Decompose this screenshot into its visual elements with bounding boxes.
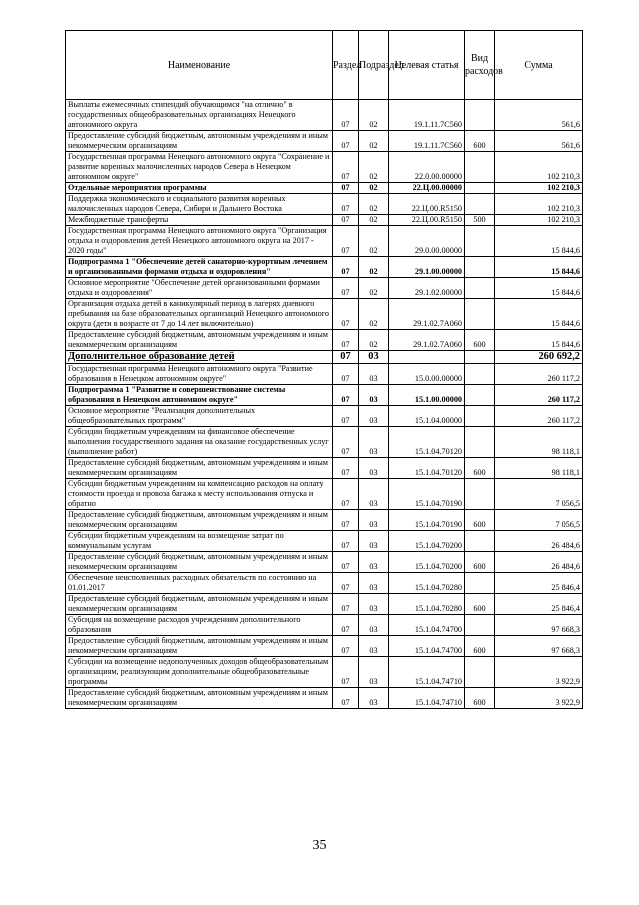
row-subsection: 03 [359,385,389,406]
row-sum: 25 846,4 [495,594,583,615]
row-section: 07 [333,531,359,552]
table-row [66,131,583,152]
table-row [66,330,583,351]
row-section: 07 [333,226,359,257]
table-row [66,531,583,552]
table-row [66,573,583,594]
header-name: Наименование [66,31,333,100]
row-subsection: 03 [359,510,389,531]
row-sum: 97 668,3 [495,615,583,636]
row-subsection: 03 [359,406,389,427]
row-sum: 25 846,4 [495,573,583,594]
row-name: Подпрограмма 1 "Развитие и совершенствование системы образования в Ненецком автономном округе" [66,385,333,406]
table-row [66,406,583,427]
row-sum: 260 117,2 [495,406,583,427]
row-expense-type [465,479,495,510]
row-expense-type [465,406,495,427]
row-name: Обеспечение неисполненных расходных обязательств по состоянию на 01.01.2017 [66,573,333,594]
table-row [66,152,583,183]
row-target: 15.1.04.74710 [389,688,465,709]
table-row [66,100,583,131]
row-expense-type: 600 [465,552,495,573]
row-subsection: 02 [359,226,389,257]
row-subsection: 03 [359,479,389,510]
row-sum: 97 668,3 [495,636,583,657]
row-sum: 3 922,9 [495,657,583,688]
header-expense-type: Вид расходов [465,31,495,100]
table-row [66,257,583,278]
page-number: 35 [312,838,327,853]
row-target: 22.Ц.00.R5150 [389,215,465,226]
row-section: 07 [333,458,359,479]
row-name: Предоставление субсидий бюджетным, автономным учреждениям и иным некоммерческим организациям [66,510,333,531]
table-row [66,299,583,330]
row-expense-type [465,351,495,364]
row-name: Субсидии бюджетным учреждениям на компенсацию расходов на оплату стоимости проезда и провоза багажа к месту использования отпуска и обратно [66,479,333,510]
table-row [66,351,583,364]
table-row [66,427,583,458]
row-name: Основное мероприятие "Обеспечение детей организованными формами отдыха и оздоровления" [66,278,333,299]
header-target: Целевая статья [389,31,465,100]
row-subsection: 03 [359,636,389,657]
row-sum: 15 844,6 [495,257,583,278]
row-target: 22.Ц.00.R5150 [389,194,465,215]
row-name: Предоставление субсидий бюджетным, автономным учреждениям и иным некоммерческим организациям [66,688,333,709]
row-section: 07 [333,385,359,406]
row-section: 07 [333,152,359,183]
row-expense-type [465,194,495,215]
row-expense-type [465,385,495,406]
row-expense-type [465,364,495,385]
header-sum: Сумма [495,31,583,100]
header-section: Раздел [333,31,359,100]
row-sum: 26 484,6 [495,531,583,552]
row-target: 15.1.04.70280 [389,594,465,615]
row-name: Предоставление субсидий бюджетным, автономным учреждениям и иным некоммерческим организациям [66,552,333,573]
row-target: 15.1.04.70120 [389,427,465,458]
row-subsection: 02 [359,194,389,215]
budget-table [65,30,583,709]
row-expense-type: 600 [465,688,495,709]
row-expense-type [465,183,495,194]
row-name: Подпрограмма 1 "Обеспечение детей санаторно-курортным лечением и организованными формами отдыха и оздоровления" [66,257,333,278]
row-subsection: 03 [359,688,389,709]
row-name: Основное мероприятие "Реализация дополнительных общеобразовательных программ" [66,406,333,427]
row-name: Предоставление субсидий бюджетным, автономным учреждениям и иным некоммерческим организациям [66,594,333,615]
table-row [66,278,583,299]
row-name: Поддержка экономического и социального развития коренных малочисленных народов Севера, Сибири и Дальнего Востока [66,194,333,215]
table-row [66,510,583,531]
row-subsection: 02 [359,100,389,131]
row-sum: 15 844,6 [495,299,583,330]
row-sum: 3 922,9 [495,688,583,709]
row-expense-type: 600 [465,636,495,657]
table-row [66,552,583,573]
row-section: 07 [333,552,359,573]
row-target: 15.1.04.70200 [389,552,465,573]
row-section: 07 [333,657,359,688]
row-name: Субсидии бюджетным учреждениям на финансовое обеспечение выполнения государственного задания на оказание государственных услуг (выполнение работ) [66,427,333,458]
row-section: 07 [333,479,359,510]
row-name: Предоставление субсидий бюджетным, автономным учреждениям и иным некоммерческим организациям [66,330,333,351]
row-subsection: 03 [359,573,389,594]
row-target: 19.1.11.7С560 [389,131,465,152]
row-expense-type: 600 [465,510,495,531]
row-sum: 260 117,2 [495,385,583,406]
row-subsection: 02 [359,183,389,194]
row-sum: 102 210,3 [495,152,583,183]
row-section: 07 [333,330,359,351]
row-target [389,351,465,364]
row-expense-type [465,226,495,257]
row-section: 07 [333,351,359,364]
row-name: Отдельные мероприятия программы [66,183,333,194]
table-row [66,594,583,615]
row-expense-type [465,299,495,330]
row-sum: 98 118,1 [495,427,583,458]
row-target: 15.1.04.70190 [389,510,465,531]
row-target: 15.1.04.74700 [389,636,465,657]
table-row [66,688,583,709]
row-section: 07 [333,688,359,709]
row-sum: 260 117,2 [495,364,583,385]
row-target: 15.1.04.70200 [389,531,465,552]
header-subsection: Подраздел [359,31,389,100]
row-section: 07 [333,131,359,152]
row-target: 15.1.04.70120 [389,458,465,479]
table-row [66,636,583,657]
row-subsection: 03 [359,594,389,615]
row-section: 07 [333,594,359,615]
row-section: 07 [333,427,359,458]
row-expense-type: 600 [465,594,495,615]
row-expense-type [465,257,495,278]
table-row [66,479,583,510]
table-row [66,458,583,479]
row-expense-type [465,615,495,636]
row-expense-type: 600 [465,330,495,351]
row-target: 22.Ц.00.00000 [389,183,465,194]
row-section: 07 [333,636,359,657]
row-section: 07 [333,278,359,299]
row-target: 29.1.00.00000 [389,257,465,278]
row-name: Организация отдыха детей в каникулярный период в лагерях дневного пребывания на базе образовательных организаций Ненецкого автономного округа (дети в возрасте от 7 до 14 лет включительно) [66,299,333,330]
row-sum: 102 210,3 [495,194,583,215]
row-sum: 7 056,5 [495,510,583,531]
row-section: 07 [333,257,359,278]
row-subsection: 03 [359,552,389,573]
row-name: Дополнительное образование детей [66,351,333,364]
row-name: Государственная программа Ненецкого автономного округа "Развитие образования в Ненецком автономном округе" [66,364,333,385]
row-target: 22.0.00.00000 [389,152,465,183]
row-target: 15.1.04.74700 [389,615,465,636]
row-subsection: 02 [359,152,389,183]
row-expense-type [465,573,495,594]
row-expense-type: 600 [465,131,495,152]
row-subsection: 03 [359,351,389,364]
row-subsection: 02 [359,131,389,152]
row-name: Государственная программа Ненецкого автономного округа "Организация отдыха и оздоровления детей Ненецкого автономного округа на 2017 - 2020 годы" [66,226,333,257]
row-subsection: 02 [359,278,389,299]
row-expense-type [465,427,495,458]
row-target: 29.0.00.00000 [389,226,465,257]
table-row [66,657,583,688]
table-row [66,615,583,636]
row-target: 19.1.11.7С560 [389,100,465,131]
row-subsection: 02 [359,299,389,330]
row-section: 07 [333,406,359,427]
table-row [66,364,583,385]
row-target: 29.1.02.7А060 [389,299,465,330]
row-subsection: 03 [359,531,389,552]
row-sum: 102 210,3 [495,215,583,226]
row-section: 07 [333,510,359,531]
row-expense-type [465,657,495,688]
row-sum: 561,6 [495,131,583,152]
row-sum: 26 484,6 [495,552,583,573]
row-section: 07 [333,183,359,194]
row-target: 15.1.04.74710 [389,657,465,688]
row-expense-type: 500 [465,215,495,226]
row-subsection: 03 [359,657,389,688]
row-subsection: 03 [359,364,389,385]
row-sum: 7 056,5 [495,479,583,510]
row-target: 15.1.00.00000 [389,385,465,406]
row-sum: 15 844,6 [495,226,583,257]
row-target: 15.1.04.70280 [389,573,465,594]
table-row [66,226,583,257]
table-row [66,183,583,194]
row-section: 07 [333,100,359,131]
row-name: Государственная программа Ненецкого автономного округа "Сохранение и развитие коренных малочисленных народов Севера в Ненецком автономном округе" [66,152,333,183]
row-section: 07 [333,364,359,385]
row-target: 29.1.02.00000 [389,278,465,299]
row-section: 07 [333,615,359,636]
table-header-row [66,31,583,100]
row-subsection: 02 [359,257,389,278]
row-section: 07 [333,299,359,330]
row-sum: 15 844,6 [495,330,583,351]
table-row [66,194,583,215]
row-sum: 561,6 [495,100,583,131]
row-expense-type [465,531,495,552]
row-name: Предоставление субсидий бюджетным, автономным учреждениям и иным некоммерческим организациям [66,458,333,479]
row-expense-type: 600 [465,458,495,479]
row-section: 07 [333,215,359,226]
row-sum: 260 692,2 [495,351,583,364]
row-name: Межбюджетные трансферты [66,215,333,226]
row-name: Субсидии бюджетным учреждениям на возмещение затрат по коммунальным услугам [66,531,333,552]
row-expense-type [465,152,495,183]
row-name: Предоставление субсидий бюджетным, автономным учреждениям и иным некоммерческим организациям [66,636,333,657]
row-sum: 98 118,1 [495,458,583,479]
row-sum: 102 210,3 [495,183,583,194]
row-name: Выплаты ежемесячных стипендий обучающимся "на отлично" в государственных общеобразовательных организациях Ненецкого автономного округа [66,100,333,131]
row-section: 07 [333,573,359,594]
row-subsection: 02 [359,330,389,351]
table-row [66,385,583,406]
row-expense-type [465,278,495,299]
row-subsection: 02 [359,215,389,226]
row-target: 15.0.00.00000 [389,364,465,385]
row-target: 15.1.04.00000 [389,406,465,427]
row-section: 07 [333,194,359,215]
row-name: Субсидия на возмещение расходов учреждениям дополнительного образования [66,615,333,636]
row-subsection: 03 [359,427,389,458]
table-row [66,215,583,226]
row-target: 15.1.04.70190 [389,479,465,510]
row-sum: 15 844,6 [495,278,583,299]
row-target: 29.1.02.7А060 [389,330,465,351]
row-subsection: 03 [359,458,389,479]
row-expense-type [465,100,495,131]
row-name: Субсидии на возмещение недополученных доходов общеобразовательным организациям, реализующим дополнительные общеобразовательные программы [66,657,333,688]
row-name: Предоставление субсидий бюджетным, автономным учреждениям и иным некоммерческим организациям [66,131,333,152]
row-subsection: 03 [359,615,389,636]
